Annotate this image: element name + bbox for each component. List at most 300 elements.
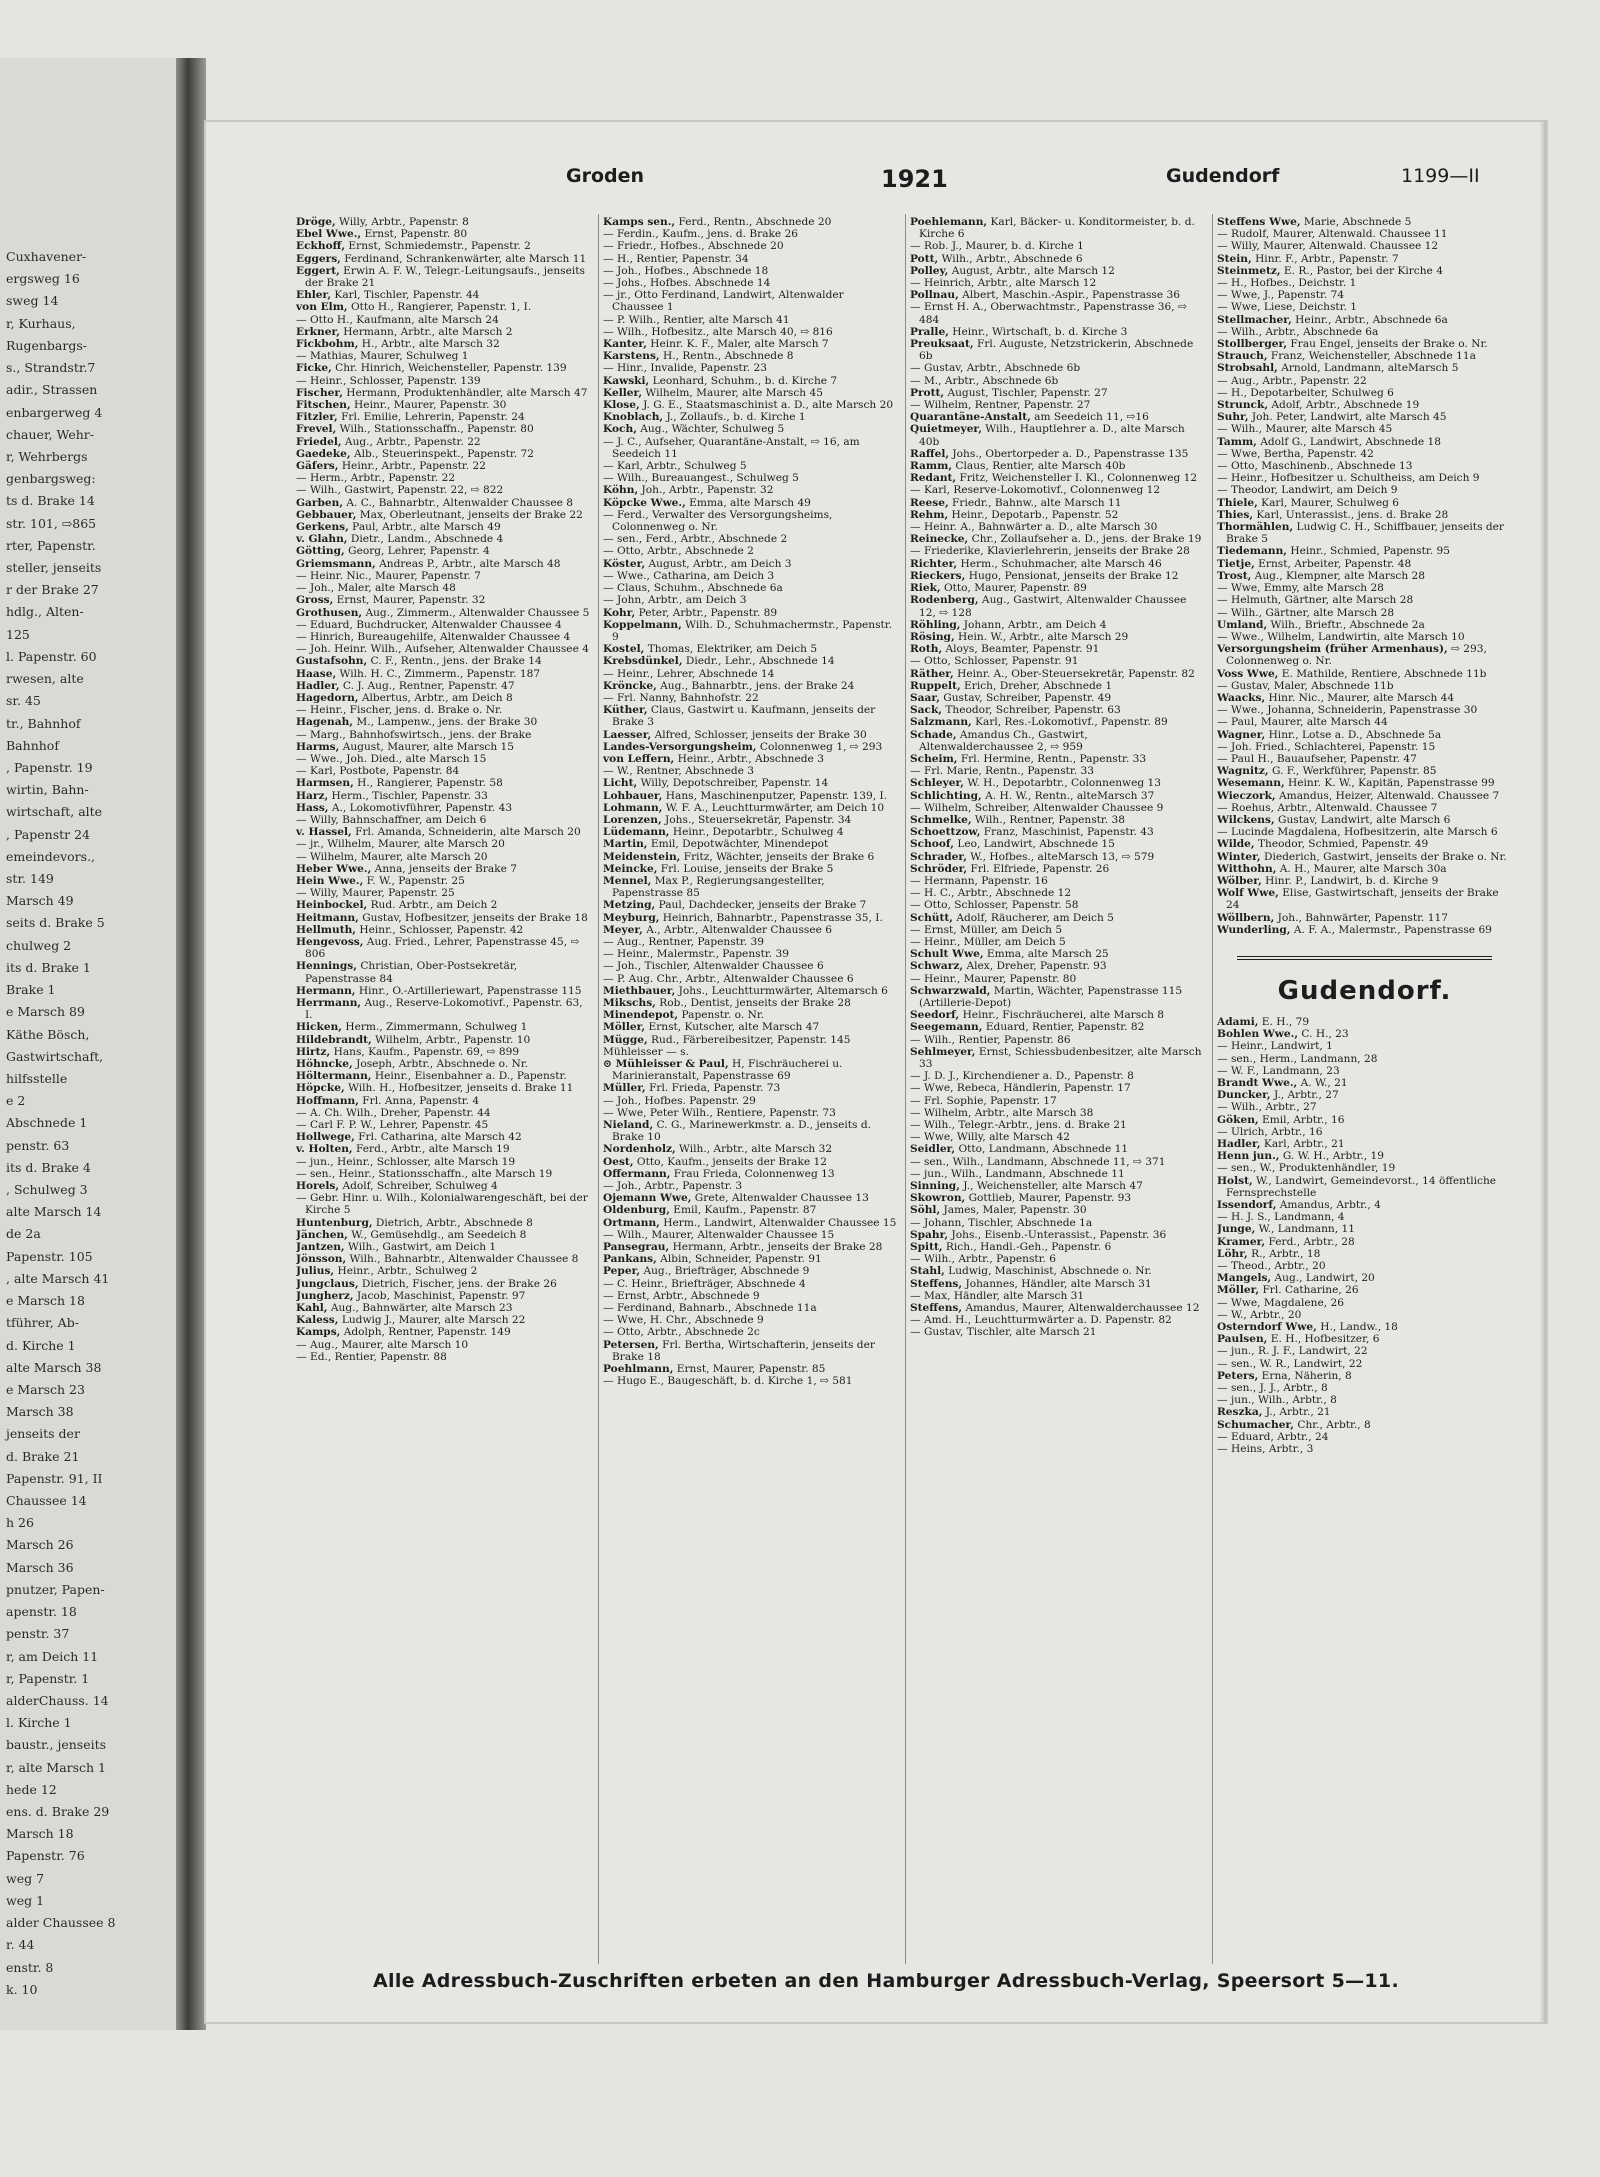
directory-entry: Ojemann Wwe, Grete, Altenwalder Chaussee 13 <box>603 1192 869 1205</box>
directory-entry: Löhr, R., Arbtr., 18 <box>1217 1247 1321 1260</box>
directory-entry: — Willy, Maurer, Papenstr. 25 <box>296 887 455 900</box>
directory-entry: Ehler, Karl, Tischler, Papenstr. 44 <box>296 289 480 302</box>
previous-page-line: , alte Marsch 41 <box>6 1270 110 1286</box>
directory-entry: — Joh. Heinr. Wilh., Aufseher, Altenwalder Chaussee 4 <box>296 643 589 656</box>
directory-entry: von Elm, Otto H., Rangierer, Papenstr. 1, I. <box>296 301 532 314</box>
directory-entry: — Wwe, J., Papenstr. 74 <box>1217 289 1345 302</box>
directory-entry: — Theodor, Landwirt, am Deich 9 <box>1217 484 1398 497</box>
directory-entry: — Wilh., Arbtr., Papenstr. 6 <box>910 1253 1057 1266</box>
directory-entry: Poehlmann, Ernst, Maurer, Papenstr. 85 <box>603 1363 826 1376</box>
directory-entry: Raffel, Johs., Obertorpeder a. D., Papenstrasse 135 <box>910 447 1189 460</box>
directory-entry: Jönsson, Wilh., Bahnarbtr., Altenwalder Chaussee 8 <box>296 1253 579 1266</box>
previous-page-line: d. Brake 21 <box>6 1448 80 1464</box>
directory-entry: Ficke, Chr. Hinrich, Weichensteller, Papenstr. 139 <box>296 362 567 375</box>
directory-entry: Schwarzwald, Martin, Wächter, Papenstrasse 115 (Artillerie-Depot) <box>910 984 1183 1009</box>
directory-entry: — sen., W. R., Landwirt, 22 <box>1217 1357 1363 1370</box>
previous-page-line: str. 101, ⇨865 <box>6 515 97 531</box>
directory-entry: Issendorf, Amandus, Arbtr., 4 <box>1217 1199 1381 1212</box>
directory-entry: Peper, Aug., Briefträger, Abschnede 9 <box>603 1265 810 1278</box>
column-3 <box>910 216 1205 1961</box>
previous-page-line: h 26 <box>6 1515 34 1531</box>
directory-entry: Trost, Aug., Klempner, alte Marsch 28 <box>1217 569 1426 582</box>
directory-entry: — Joh. Fried., Schlachterei, Papenstr. 15 <box>1217 740 1436 753</box>
directory-entry: Hass, A., Lokomotivführer, Papenstr. 43 <box>296 801 513 814</box>
previous-page-line: r, am Deich 11 <box>6 1648 99 1664</box>
directory-entry: v. Hassel, Frl. Amanda, Schneiderin, alte Marsch 20 <box>296 826 581 839</box>
directory-entry: — P. Aug. Chr., Arbtr., Altenwalder Chaussee 6 <box>603 972 854 985</box>
previous-page-line: weg 7 <box>6 1870 45 1886</box>
previous-page-line: enstr. 8 <box>6 1959 54 1975</box>
directory-entry: Miethbauer, Johs., Leuchtturmwärter, Altemarsch 6 <box>603 984 888 997</box>
directory-entry: Räther, Heinr. A., Ober-Steuersekretär, Papenstr. 82 <box>910 667 1195 680</box>
directory-entry: — Wwe., Johanna, Schneiderin, Papenstrasse 30 <box>1217 704 1478 717</box>
directory-entry: Offermann, Frau Frieda, Colonnenweg 13 <box>603 1167 835 1180</box>
previous-page-line: wirtschaft, alte <box>6 804 103 820</box>
directory-entry: — sen., Wilh., Landmann, Abschnede 11, ⇨ 371 <box>910 1155 1166 1168</box>
directory-entry: Thies, Karl, Unterassist., jens. d. Brake 28 <box>1217 508 1449 521</box>
directory-entry: — Ed., Rentier, Papenstr. 88 <box>296 1350 447 1363</box>
directory-entry: Duncker, J., Arbtr., 27 <box>1217 1089 1339 1102</box>
directory-entry: Karstens, H., Rentn., Abschnede 8 <box>603 350 794 363</box>
directory-entry: Hoffmann, Frl. Anna, Papenstr. 4 <box>296 1094 480 1107</box>
directory-entry: — jr., Wilhelm, Maurer, alte Marsch 20 <box>296 838 505 851</box>
directory-entry: Strauch, Franz, Weichensteller, Abschnede 11a <box>1217 350 1476 363</box>
directory-entry: Poehlemann, Karl, Bäcker- u. Konditormeister, b. d. Kirche 6 <box>910 216 1195 241</box>
directory-entry: Erkner, Hermann, Arbtr., alte Marsch 2 <box>296 325 513 338</box>
previous-page-line: jenseits der <box>6 1426 80 1442</box>
directory-entry: Petersen, Frl. Bertha, Wirtschafterin, jenseits der Brake 18 <box>603 1338 875 1363</box>
directory-entry: Steinmetz, E. R., Pastor, bei der Kirche 4 <box>1217 264 1443 277</box>
directory-entry: Steffens, Amandus, Maurer, Altenwalderchaussee 12 <box>910 1302 1200 1315</box>
directory-entry: von Leffern, Heinr., Arbtr., Abschnede 3 <box>603 752 824 765</box>
directory-entry: Harmsen, H., Rangierer, Papenstr. 58 <box>296 777 503 790</box>
directory-entry: Röhling, Johann, Arbtr., am Deich 4 <box>910 618 1107 631</box>
previous-page-line: r. 44 <box>6 1937 35 1953</box>
directory-entry: Julius, Heinr., Arbtr., Schulweg 2 <box>296 1265 478 1278</box>
directory-entry: Lorenzen, Johs., Steuersekretär, Papenstr. 34 <box>603 813 852 826</box>
directory-entry: Gustafsohn, C. F., Rentn., jens. der Brake 14 <box>296 655 542 668</box>
directory-entry: Köster, August, Arbtr., am Deich 3 <box>603 557 792 570</box>
previous-page-line: alte Marsch 38 <box>6 1359 102 1375</box>
directory-entry: Richter, Herm., Schuhmacher, alte Marsch 46 <box>910 557 1162 570</box>
directory-entry: Höltermann, Heinr., Eisenbahner a. D., Papenstr. <box>296 1070 567 1083</box>
previous-page-line: Papenstr. 91, II <box>6 1470 103 1486</box>
directory-entry: — Heinr. Nic., Maurer, Papenstr. 7 <box>296 569 481 582</box>
directory-entry: Müller, Frl. Frieda, Papenstr. 73 <box>603 1082 781 1095</box>
directory-entry: — Friedr., Hofbes., Abschnede 20 <box>603 240 784 253</box>
directory-entry: Stahl, Ludwig, Maschinist, Abschnede o. Nr. <box>910 1265 1152 1278</box>
previous-page-line: , Papenstr 24 <box>6 826 90 842</box>
previous-page-line: str. 149 <box>6 871 54 887</box>
directory-entry: — Ferdinand, Bahnarb., Abschnede 11a <box>603 1302 817 1315</box>
directory-entry: — Heinr. A., Bahnwärter a. D., alte Marsch 30 <box>910 521 1158 534</box>
directory-entry: Schütt, Adolf, Räucherer, am Deich 5 <box>910 911 1114 924</box>
directory-entry: — Otto, Schlosser, Papenstr. 91 <box>910 655 1079 668</box>
previous-page-line: baustr., jenseits <box>6 1737 107 1753</box>
previous-page-line: seits d. Brake 5 <box>6 915 105 931</box>
directory-entry: Oldenburg, Emil, Kaufm., Papenstr. 87 <box>603 1204 817 1217</box>
directory-entry: Möller, Ernst, Kutscher, alte Marsch 47 <box>603 1021 820 1034</box>
directory-entry: — Paul, Maurer, alte Marsch 44 <box>1217 716 1388 729</box>
directory-entry: — Helmuth, Gärtner, alte Marsch 28 <box>1217 594 1414 607</box>
directory-entry: — Gebr. Hinr. u. Wilh., Kolonialwarengeschäft, bei der Kirche 5 <box>296 1192 588 1217</box>
directory-entry: Ramm, Claus, Rentier, alte Marsch 40b <box>910 460 1126 473</box>
directory-entry: Kohr, Peter, Arbtr., Papenstr. 89 <box>603 606 778 619</box>
directory-entry: Suhr, Joh. Peter, Landwirt, alte Marsch 45 <box>1217 411 1447 424</box>
column-rule <box>905 214 906 1964</box>
directory-entry: Huntenburg, Dietrich, Arbtr., Abschnede 8 <box>296 1216 533 1229</box>
directory-entry: Seedorf, Heinr., Fischräucherei, alte Marsch 8 <box>910 1009 1165 1022</box>
directory-entry: Pollnau, Albert, Maschin.-Aspir., Papenstrasse 36 <box>910 289 1180 302</box>
directory-entry: — Wilh., Telegr.-Arbtr., jens. d. Brake 21 <box>910 1119 1127 1132</box>
directory-entry: Hadler, C. J. Aug., Rentner, Papenstr. 47 <box>296 679 515 692</box>
directory-entry: — Joh., Hofbes. Papenstr. 29 <box>603 1094 756 1107</box>
directory-entry: — Wwe., Wilhelm, Landwirtin, alte Marsch 10 <box>1217 630 1465 643</box>
directory-entry: Schwarz, Alex, Dreher, Papenstr. 93 <box>910 960 1107 973</box>
previous-page-line: Chaussee 14 <box>6 1493 87 1509</box>
directory-entry: — Hermann, Papenstr. 16 <box>910 874 1048 887</box>
directory-entry: — A. Ch. Wilh., Dreher, Papenstr. 44 <box>296 1106 491 1119</box>
directory-entry: — J. C., Aufseher, Quarantäne-Anstalt, ⇨ 16, am Seedeich 11 <box>603 435 860 460</box>
directory-entry: — sen., W., Produktenhändler, 19 <box>1217 1162 1396 1175</box>
directory-entry: Roth, Aloys, Beamter, Papenstr. 91 <box>910 643 1100 656</box>
directory-entry: Wieczork, Amandus, Heizer, Altenwald. Chaussee 7 <box>1217 789 1500 802</box>
directory-entry: — sen., Ferd., Arbtr., Abschnede 2 <box>603 533 788 546</box>
previous-page-line: r, alte Marsch 1 <box>6 1759 107 1775</box>
previous-page-line: Cuxhavener- <box>6 249 87 264</box>
directory-entry: Holst, W., Landwirt, Gemeindevorst., 14 öffentliche Fernsprechstelle <box>1217 1174 1497 1199</box>
directory-entry: Hermann, Hinr., O.-Artilleriewart, Papenstrasse 115 <box>296 984 582 997</box>
directory-entry: Fitschen, Heinr., Maurer, Papenstr. 30 <box>296 399 507 412</box>
directory-entry: — Wilh., Rentier, Papenstr. 86 <box>910 1033 1071 1046</box>
directory-entry: — Heinr., Schlosser, Papenstr. 139 <box>296 374 481 387</box>
directory-entry: Höhncke, Joseph, Arbtr., Abschnede o. Nr. <box>296 1058 529 1071</box>
directory-entry: Mügge, Rud., Färbereibesitzer, Papenstr. 145 <box>603 1033 851 1046</box>
directory-entry: Lohbauer, Hans, Maschinenputzer, Papenstr. 139, I. <box>603 789 888 802</box>
directory-entry: — Wilhelm, Rentner, Papenstr. 27 <box>910 399 1091 412</box>
directory-entry: — Heins, Arbtr., 3 <box>1217 1443 1314 1456</box>
previous-page-line: r, Kurhaus, <box>6 315 76 331</box>
directory-entry: Quietmeyer, Wilh., Hauptlehrer a. D., alte Marsch 40b <box>910 423 1185 448</box>
directory-entry: — Karl, Postbote, Papenstr. 84 <box>296 765 460 778</box>
directory-entry: — Wwe, Willy, alte Marsch 42 <box>910 1131 1070 1144</box>
page-number: 1199—II <box>1401 165 1480 187</box>
previous-page-line: de 2a <box>6 1226 41 1242</box>
directory-entry: Wilckens, Gustav, Landwirt, alte Marsch 6 <box>1217 813 1451 826</box>
directory-entry: Rodenberg, Aug., Gastwirt, Altenwalder Chaussee 12, ⇨ 128 <box>910 594 1187 619</box>
directory-entry: Hellmuth, Heinr., Schlosser, Papenstr. 42 <box>296 923 524 936</box>
directory-entry: Rieckers, Hugo, Pensionat, jenseits der Brake 12 <box>910 569 1179 582</box>
directory-entry: Rösing, Hein. W., Arbtr., alte Marsch 29 <box>910 630 1129 643</box>
directory-entry: Reinecke, Chr., Zollaufseher a. D., jens. der Brake 19 <box>910 533 1202 546</box>
directory-entry: Rehm, Heinr., Depotarb., Papenstr. 52 <box>910 508 1119 521</box>
directory-entry: — Wwe, Emmy, alte Marsch 28 <box>1217 582 1384 595</box>
directory-entry: Schrader, W., Hofbes., alteMarsch 13, ⇨ 579 <box>910 850 1155 863</box>
previous-page-line: Marsch 18 <box>6 1826 74 1842</box>
directory-entry: Griemsmann, Andreas P., Arbtr., alte Marsch 48 <box>296 557 561 570</box>
directory-entry: — P. Wilh., Rentier, alte Marsch 41 <box>603 313 790 326</box>
directory-entry: Voss Wwe, E. Mathilde, Rentiere, Abschnede 11b <box>1217 667 1487 680</box>
directory-entry: Peters, Erna, Näherin, 8 <box>1217 1369 1352 1382</box>
directory-entry: Nordenholz, Wilh., Arbtr., alte Marsch 32 <box>603 1143 833 1156</box>
previous-page-line: Marsch 26 <box>6 1537 74 1553</box>
directory-entry: — H., Depotarbeiter, Schulweg 6 <box>1217 386 1394 399</box>
directory-entry: Wesemann, Heinr. K. W., Kapitän, Papenstrasse 99 <box>1217 777 1495 790</box>
directory-entry: — Ernst, Arbtr., Abschnede 9 <box>603 1289 760 1302</box>
directory-entry: Sack, Theodor, Schreiber, Papenstr. 63 <box>910 704 1121 717</box>
previous-page-line: hilfsstelle <box>6 1070 68 1086</box>
directory-entry: Martin, Emil, Depotwächter, Minendepot <box>603 838 829 851</box>
directory-entry: — Max, Händler, alte Marsch 31 <box>910 1289 1085 1302</box>
previous-page-line: hdlg., Alten- <box>6 604 84 620</box>
previous-page-line: 125 <box>6 626 30 642</box>
directory-entry: Quarantäne-Anstalt, am Seedeich 11, ⇨16 <box>910 411 1149 424</box>
directory-entry: Tamm, Adolf G., Landwirt, Abschnede 18 <box>1217 435 1441 448</box>
directory-entry: — Wilhelm, Schreiber, Altenwalder Chaussee 9 <box>910 801 1164 814</box>
directory-entry: Hagenah, M., Lampenw., jens. der Brake 30 <box>296 716 538 729</box>
directory-entry: — Ernst H. A., Oberwachtmstr., Papenstrasse 36, ⇨ 484 <box>910 301 1187 326</box>
previous-page-line: l. Papenstr. 60 <box>6 648 97 664</box>
directory-entry: — Wilh., Maurer, alte Marsch 45 <box>1217 423 1393 436</box>
directory-entry: Stein, Hinr. F., Arbtr., Papenstr. 7 <box>1217 252 1399 265</box>
directory-entry: — Wwe, Bertha, Papenstr. 42 <box>1217 447 1374 460</box>
directory-entry: — Wilh., Gärtner, alte Marsch 28 <box>1217 606 1395 619</box>
directory-entry: Wilde, Theodor, Schmied, Papenstr. 49 <box>1217 838 1429 851</box>
directory-entry: Seidler, Otto, Landmann, Abschnede 11 <box>910 1143 1129 1156</box>
directory-entry: Koppelmann, Wilh. D., Schuhmachermstr., Papenstr. 9 <box>603 618 893 643</box>
directory-entry: Heber Wwe., Anna, jenseits der Brake 7 <box>296 862 518 875</box>
previous-page-line: , Papenstr. 19 <box>6 759 93 775</box>
directory-entry: Herrmann, Aug., Reserve-Lokomotivf., Papenstr. 63, I. <box>296 997 583 1022</box>
directory-entry: Schade, Amandus Ch., Gastwirt, Altenwalderchaussee 2, ⇨ 959 <box>910 728 1088 753</box>
column-4-entries <box>1217 216 1512 936</box>
directory-entry: — Amd. H., Leuchtturmwärter a. D. Papenstr. 82 <box>910 1314 1172 1327</box>
directory-entry: Köhn, Joh., Arbtr., Papenstr. 32 <box>603 484 774 497</box>
directory-entry: — Wwe, H. Chr., Abschnede 9 <box>603 1314 764 1327</box>
previous-page-line: tr., Bahnhof <box>6 715 81 731</box>
directory-entry: — Wilh., Arbtr., 27 <box>1217 1101 1317 1114</box>
directory-entry: Götting, Georg, Lehrer, Papenstr. 4 <box>296 545 490 558</box>
previous-page-line: Gastwirtschaft, <box>6 1048 104 1064</box>
directory-entry: — W. F., Landmann, 23 <box>1217 1064 1340 1077</box>
directory-entry: Mangels, Aug., Landwirt, 20 <box>1217 1272 1375 1285</box>
directory-entry: Wagnitz, G. F., Werkführer, Papenstr. 85 <box>1217 765 1437 778</box>
directory-entry: Wöllbern, Joh., Bahnwärter, Papenstr. 117 <box>1217 911 1448 924</box>
previous-page-line: alderChauss. 14 <box>6 1692 109 1708</box>
section-title: Gudendorf. <box>1277 975 1452 1006</box>
directory-page <box>206 122 1546 2022</box>
directory-entry: Kamps, Adolph, Rentner, Papenstr. 149 <box>296 1326 511 1339</box>
directory-entry: — Marg., Bahnhofswirtsch., jens. der Brake <box>296 728 532 741</box>
directory-entry: — Karl, Reserve-Lokomotivf., Colonnenweg 12 <box>910 484 1161 497</box>
directory-entry: — Heinr., Malermstr., Papenstr. 39 <box>603 948 789 961</box>
directory-entry: Fitzler, Frl. Emilie, Lehrerin, Papenstr. 24 <box>296 411 525 424</box>
directory-entry: — Wilh., Maurer, Altenwalder Chaussee 15 <box>603 1228 835 1241</box>
directory-entry: Meincke, Frl. Louise, jenseits der Brake 5 <box>603 862 834 875</box>
previous-page-line: Käthe Bösch, <box>6 1026 90 1042</box>
directory-entry: — Wwe, Rebeca, Händlerin, Papenstr. 17 <box>910 1082 1131 1095</box>
directory-entry: Seegemann, Eduard, Rentier, Papenstr. 82 <box>910 1021 1145 1034</box>
directory-entry: — Hinrich, Bureaugehilfe, Altenwalder Chaussee 4 <box>296 630 571 643</box>
directory-entry: — Paul H., Bauaufseher, Papenstr. 47 <box>1217 752 1417 765</box>
directory-entry: Lüdemann, Heinr., Depotarbtr., Schulweg 4 <box>603 826 844 839</box>
directory-entry: Sehlmeyer, Ernst, Schiessbudenbesitzer, alte Marsch 33 <box>910 1045 1202 1071</box>
directory-entry: — Otto, Arbtr., Abschnede 2c <box>603 1326 760 1339</box>
previous-page-line: r, Papenstr. 1 <box>6 1670 90 1686</box>
previous-page-line: penstr. 37 <box>6 1626 70 1642</box>
directory-entry: Meyburg, Heinrich, Bahnarbtr., Papenstrasse 35, I. <box>603 911 883 924</box>
directory-entry: Thiele, Karl, Maurer, Schulweg 6 <box>1217 496 1400 509</box>
directory-entry: — H. C., Arbtr., Abschnede 12 <box>910 887 1072 900</box>
directory-entry: — W., Arbtr., 20 <box>1217 1308 1302 1321</box>
previous-page-line: weg 1 <box>6 1892 45 1908</box>
directory-entry: — jun., Wilh., Landmann, Abschnede 11 <box>910 1167 1125 1180</box>
previous-page-line: r, Wehrbergs <box>6 448 88 464</box>
previous-page-line: Rugenbargs- <box>6 337 87 353</box>
previous-page-line: penstr. 63 <box>6 1137 70 1153</box>
header-left-place: Groden <box>566 165 645 187</box>
directory-entry: Strobsahl, Arnold, Landmann, alteMarsch 5 <box>1217 362 1459 375</box>
directory-entry: Spitt, Rich., Handl.-Geh., Papenstr. 6 <box>910 1241 1112 1254</box>
directory-entry: Hildebrandt, Wilhelm, Arbtr., Papenstr. 10 <box>296 1033 531 1046</box>
directory-entry: Möller, Frl. Catharine, 26 <box>1217 1284 1359 1297</box>
directory-entry: Osterndorf Wwe, H., Landw., 18 <box>1217 1321 1398 1334</box>
directory-entry: Schult Wwe, Emma, alte Marsch 25 <box>910 948 1109 961</box>
directory-entry: — Aug., Arbtr., Papenstr. 22 <box>1217 374 1367 387</box>
directory-entry: — Heinr., Maurer, Papenstr. 80 <box>910 972 1077 985</box>
header-right-place: Gudendorf <box>1166 165 1280 187</box>
column-rule <box>598 214 599 1964</box>
page-header <box>206 165 1546 195</box>
directory-entry: Steffens, Johannes, Händler, alte Marsch 31 <box>910 1277 1152 1290</box>
directory-entry: Jantzen, Wilh., Gastwirt, am Deich 1 <box>296 1241 497 1254</box>
previous-page-line: chauer, Wehr- <box>6 426 94 442</box>
directory-entry: — Roehus, Arbtr., Altenwald. Chaussee 7 <box>1217 801 1438 814</box>
directory-entry: Höpcke, Wilh. H., Hofbesitzer, jenseits d. Brake 11 <box>296 1082 574 1095</box>
directory-entry: Pralle, Heinr., Wirtschaft, b. d. Kirche 3 <box>910 325 1128 338</box>
directory-entry: Minendepot, Papenstr. o. Nr. <box>603 1009 765 1022</box>
previous-page-line: ts d. Brake 14 <box>6 493 95 509</box>
directory-entry: — Karl, Arbtr., Schulweg 5 <box>603 460 747 473</box>
directory-entry: Reszka, J., Arbtr., 21 <box>1217 1406 1331 1419</box>
directory-entry: — M., Arbtr., Abschnede 6b <box>910 374 1059 387</box>
directory-entry: Ortmann, Herm., Landwirt, Altenwalder Chaussee 15 <box>603 1216 897 1229</box>
directory-entry: — Wilh., Arbtr., Abschnede 6a <box>1217 325 1379 338</box>
page-edge <box>1540 122 1546 2022</box>
directory-entry: v. Holten, Ferd., Arbtr., alte Marsch 19 <box>296 1143 510 1156</box>
directory-entry: — Wwe, Liese, Deichstr. 1 <box>1217 301 1358 314</box>
directory-entry: — H., Rentier, Papenstr. 34 <box>603 252 749 265</box>
directory-entry: — Carl F. P. W., Lehrer, Papenstr. 45 <box>296 1119 489 1132</box>
directory-entry: — Rudolf, Maurer, Altenwald. Chaussee 11 <box>1217 228 1448 241</box>
directory-entry: Lohmann, W. F. A., Leuchtturmwärter, am Deich 10 <box>603 801 885 814</box>
previous-page-line: rwesen, alte <box>6 671 84 687</box>
directory-entry: Friedel, Aug., Arbtr., Papenstr. 22 <box>296 435 481 448</box>
previous-page-line: Marsch 36 <box>6 1559 74 1575</box>
directory-entry: — Eduard, Buchdrucker, Altenwalder Chaussee 4 <box>296 618 562 631</box>
directory-entry: Gäfers, Heinr., Arbtr., Papenstr. 22 <box>296 460 486 473</box>
directory-entry: — H., Hofbes., Deichstr. 1 <box>1217 277 1357 290</box>
previous-page-line: Bahnhof <box>6 737 59 753</box>
previous-page-line: l. Kirche 1 <box>6 1715 72 1731</box>
directory-entry: Oest, Otto, Kaufm., jenseits der Brake 12 <box>603 1155 828 1168</box>
directory-entry: Riek, Otto, Maurer, Papenstr. 89 <box>910 582 1087 595</box>
directory-entry: Hennings, Christian, Ober-Postsekretär, Papenstrasse 84 <box>296 960 518 985</box>
directory-entry: Mikschs, Rob., Dentist, jenseits der Brake 28 <box>603 997 851 1009</box>
directory-entry: — Theod., Arbtr., 20 <box>1217 1260 1326 1273</box>
directory-entry: Stellmacher, Heinr., Arbtr., Abschnede 6a <box>1217 313 1448 326</box>
directory-entry: Wagner, Hinr., Lotse a. D., Abschnede 5a <box>1217 728 1442 741</box>
directory-entry: Umland, Wilh., Brieftr., Abschnede 2a <box>1217 618 1425 631</box>
directory-entry: — Frl. Marie, Rentn., Papenstr. 33 <box>910 765 1095 778</box>
previous-page-line: ergsweg 16 <box>6 271 80 287</box>
directory-entry: — Heinrich, Arbtr., alte Marsch 12 <box>910 277 1097 290</box>
directory-entry: Pansegrau, Hermann, Arbtr., jenseits der Brake 28 <box>603 1241 883 1254</box>
directory-entry: — Frl. Nanny, Bahnhofstr. 22 <box>603 691 759 704</box>
directory-entry: Kawski, Leonhard, Schuhm., b. d. Kirche 7 <box>603 374 838 387</box>
directory-entry: Köpcke Wwe., Emma, alte Marsch 49 <box>603 496 811 509</box>
directory-entry: Kröncke, Aug., Bahnarbtr., jens. der Brake 24 <box>603 679 855 692</box>
directory-entry: Hengevoss, Aug. Fried., Lehrer, Papenstrasse 45, ⇨ 806 <box>296 935 580 961</box>
directory-entry: — Heinr., Landwirt, 1 <box>1217 1040 1333 1053</box>
previous-page-line: rter, Papenstr. <box>6 537 96 553</box>
directory-entry: Saar, Gustav, Schreiber, Papenstr. 49 <box>910 691 1112 704</box>
directory-entry: — Gustav, Tischler, alte Marsch 21 <box>910 1326 1097 1339</box>
directory-entry: Harz, Herm., Tischler, Papenstr. 33 <box>296 789 488 802</box>
directory-entry: Pott, Wilh., Arbtr., Abschnede 6 <box>910 252 1083 265</box>
column-rule <box>1212 214 1213 1964</box>
directory-entry: Hicken, Herm., Zimmermann, Schulweg 1 <box>296 1021 528 1034</box>
directory-entry: — Otto, Schlosser, Papenstr. 58 <box>910 899 1079 912</box>
directory-entry: Eggers, Ferdinand, Schrankenwärter, alte Marsch 11 <box>296 252 587 265</box>
directory-entry: — Wwe, Peter Wilh., Rentiere, Papenstr. 73 <box>603 1106 836 1119</box>
directory-entry: Paulsen, E. H., Hofbesitzer, 6 <box>1217 1333 1380 1346</box>
directory-entry: Scheim, Frl. Hermine, Rentn., Papenstr. 33 <box>910 752 1147 765</box>
directory-entry: Mühleisser — s. <box>603 1045 689 1058</box>
directory-entry: — W., Rentner, Abschnede 3 <box>603 765 755 778</box>
directory-entry: Schmelke, Wilh., Rentner, Papenstr. 38 <box>910 813 1126 826</box>
directory-entry: Kaless, Ludwig J., Maurer, alte Marsch 22 <box>296 1314 526 1327</box>
previous-page-line: wirtin, Bahn- <box>6 782 89 798</box>
directory-entry: — Ferd., Verwalter des Versorgungsheims, Colonnenweg o. Nr. <box>603 508 833 534</box>
directory-entry: Hagedorn, Albertus, Arbtr., am Deich 8 <box>296 691 513 704</box>
directory-entry: Kanter, Heinr. K. F., Maler, alte Marsch 7 <box>603 338 829 351</box>
directory-entry: Hollwege, Frl. Catharina, alte Marsch 42 <box>296 1131 522 1144</box>
directory-entry: Schoof, Leo, Landwirt, Abschnede 15 <box>910 838 1115 851</box>
previous-page-line: ens. d. Brake 29 <box>6 1804 110 1820</box>
directory-entry: Schoettzow, Franz, Maschinist, Papenstr. 43 <box>910 826 1154 839</box>
directory-entry: — Aug., Rentner, Papenstr. 39 <box>603 935 765 948</box>
directory-entry: — Wwe, Magdalene, 26 <box>1217 1296 1344 1309</box>
previous-page-line: its d. Brake 1 <box>6 959 91 975</box>
directory-entry: Jungclaus, Dietrich, Fischer, jens. der Brake 26 <box>296 1277 557 1290</box>
directory-entry: — jun., R. J. F., Landwirt, 22 <box>1217 1345 1368 1358</box>
directory-entry: — Joh., Tischler, Altenwalder Chaussee 6 <box>603 960 824 973</box>
directory-entry: Küther, Claus, Gastwirt u. Kaufmann, jenseits der Brake 3 <box>603 704 876 729</box>
directory-entry: Gross, Ernst, Maurer, Papenstr. 32 <box>296 594 486 607</box>
previous-page-line: s., Strandstr.7 <box>6 360 96 376</box>
directory-entry: Tietje, Ernst, Arbeiter, Papenstr. 48 <box>1217 557 1412 570</box>
directory-entry: — Wilh., Bureauangest., Schulweg 5 <box>603 472 799 485</box>
previous-page-line: sr. 45 <box>6 693 41 709</box>
directory-entry: — Wwe., Catharina, am Deich 3 <box>603 569 775 582</box>
directory-entry: — Joh., Maler, alte Marsch 48 <box>296 582 456 595</box>
column-1 <box>296 216 591 1961</box>
directory-entry: ⊙ Mühleisser & Paul, H, Fischräucherei u. Marinieranstalt, Papenstrasse 69 <box>603 1058 843 1083</box>
directory-entry: — Joh., Hofbes., Abschnede 18 <box>603 264 769 277</box>
directory-entry: Tiedemann, Heinr., Schmied, Papenstr. 95 <box>1217 545 1450 558</box>
directory-entry: — Otto, Arbtr., Abschnede 2 <box>603 545 754 558</box>
